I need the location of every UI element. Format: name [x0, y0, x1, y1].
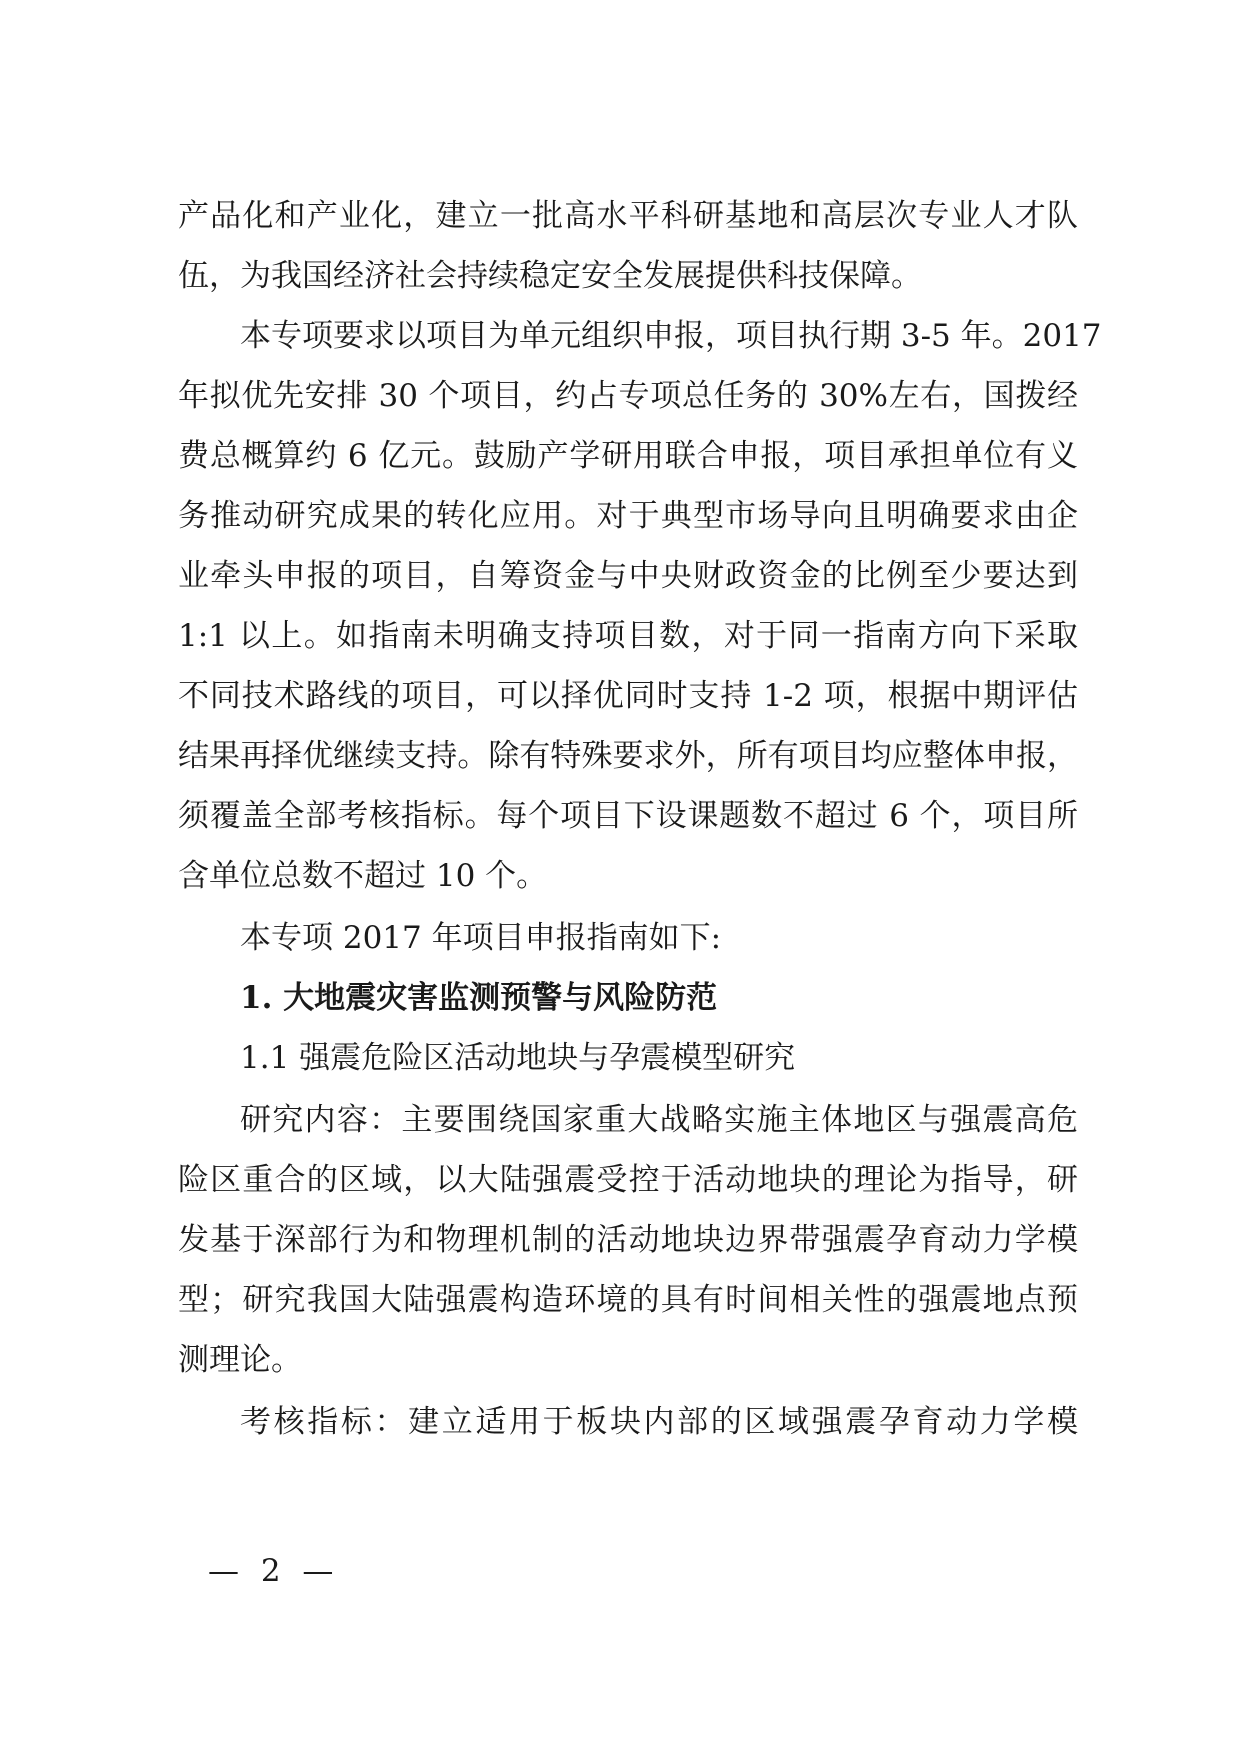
paragraph-line: 伍，为我国经济社会持续稳定安全发展提供科技保障。 [178, 258, 922, 294]
paragraph-line: 结果再择优继续支持。除有特殊要求外，所有项目均应整体申报， [178, 738, 1078, 774]
paragraph-line: 本专项要求以项目为单元组织申报，项目执行期 3-5 年。2017 [240, 318, 1102, 354]
paragraph-line: 务推动研究成果的转化应用。对于典型市场导向且明确要求由企 [178, 498, 1078, 534]
research-content-line: 测理论。 [178, 1342, 302, 1378]
paragraph-line: 本专项 2017 年项目申报指南如下: [240, 920, 722, 956]
page-number: — 2 — [208, 1553, 340, 1589]
section-heading: 1. 大地震灾害监测预警与风险防范 [240, 980, 718, 1016]
research-content-line: 险区重合的区域，以大陆强震受控于活动地块的理论为指导，研 [178, 1162, 1078, 1198]
subsection-heading: 1.1 强震危险区活动地块与孕震模型研究 [240, 1040, 796, 1076]
paragraph-line: 含单位总数不超过 10 个。 [178, 858, 548, 894]
research-content-line: 研究内容：主要围绕国家重大战略实施主体地区与强震高危 [240, 1102, 1078, 1138]
paragraph-line: 费总概算约 6 亿元。鼓励产学研用联合申报，项目承担单位有义 [178, 438, 1078, 474]
assessment-line: 考核指标：建立适用于板块内部的区域强震孕育动力学模 [240, 1404, 1078, 1440]
research-content-line: 型；研究我国大陆强震构造环境的具有时间相关性的强震地点预 [178, 1282, 1078, 1318]
paragraph-line: 1:1 以上。如指南未明确支持项目数，对于同一指南方向下采取 [178, 618, 1078, 654]
paragraph-line: 不同技术路线的项目，可以择优同时支持 1-2 项，根据中期评估 [178, 678, 1078, 714]
paragraph-line: 年拟优先安排 30 个项目，约占专项总任务的 30%左右，国拨经 [178, 378, 1078, 414]
paragraph-line: 须覆盖全部考核指标。每个项目下设课题数不超过 6 个，项目所 [178, 798, 1078, 834]
paragraph-line: 产品化和产业化，建立一批高水平科研基地和高层次专业人才队 [178, 198, 1078, 234]
research-content-line: 发基于深部行为和物理机制的活动地块边界带强震孕育动力学模 [178, 1222, 1078, 1258]
paragraph-line: 业牵头申报的项目，自筹资金与中央财政资金的比例至少要达到 [178, 558, 1078, 594]
